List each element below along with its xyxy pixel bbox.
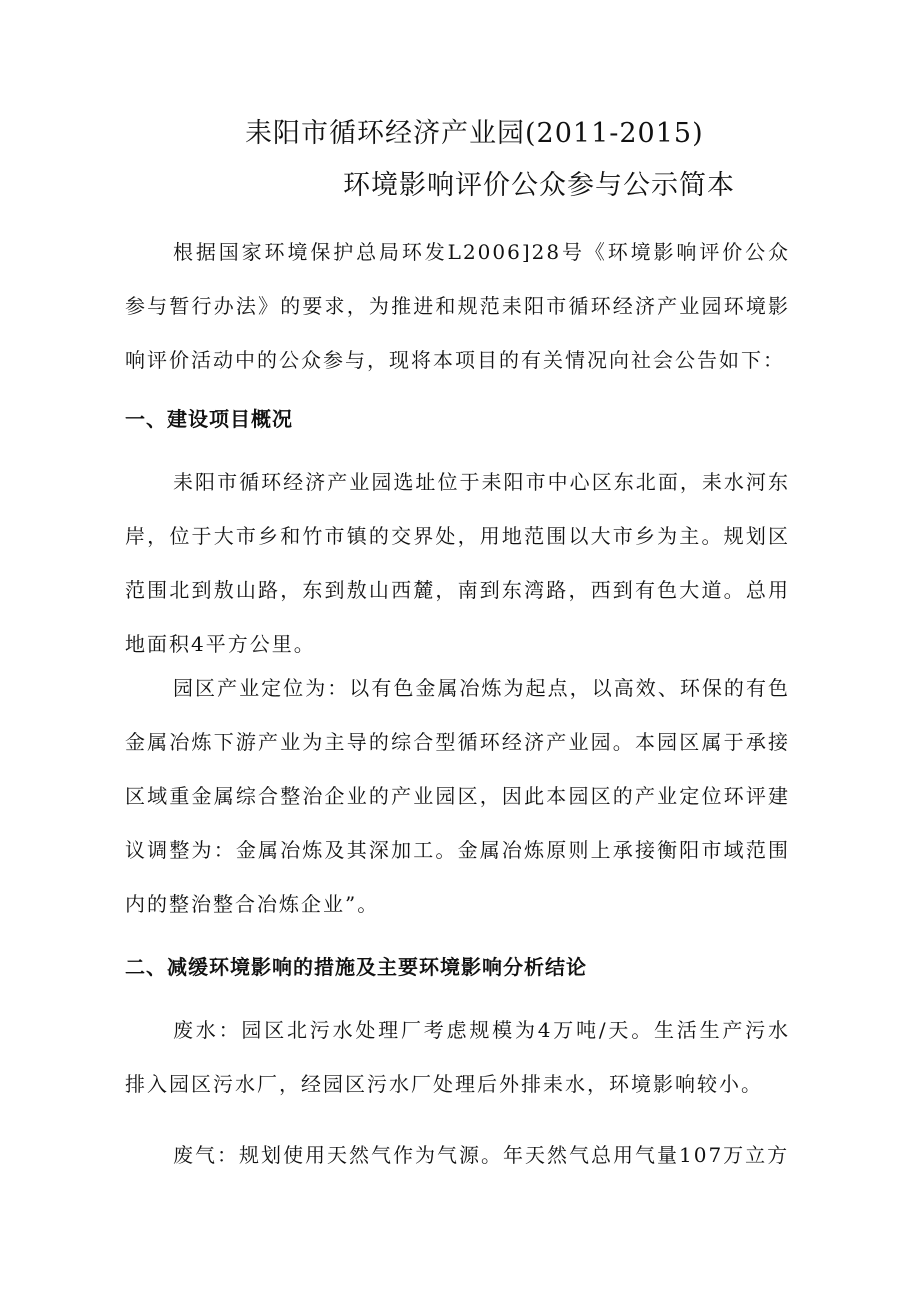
intro-paragraph: 根据国家环境保护总局环发L2006]28号《环境影响评价公众参与暂行办法》的要求，为推进和规范耒阳市循环经济产业园环境影响评价活动中的公众参与，现将本项目的有关情况向社会公告如下：	[125, 240, 790, 372]
exhaust-gas-paragraph: 废气：规划使用天然气作为气源。年天然气总用气量107万立方	[173, 1143, 790, 1167]
document-title-line-1: 耒阳市循环经济产业园(2011-2015)	[245, 118, 704, 149]
section-heading-mitigation-measures: 二、减缓环境影响的措施及主要环境影响分析结论	[125, 955, 587, 979]
document-title-line-2: 环境影响评价公众参与公示简本	[343, 170, 735, 201]
industry-positioning-paragraph: 园区产业定位为：以有色金属冶炼为起点，以高效、环保的有色金属冶炼下游产业为主导的综合型循环经济产业园。本园区属于承接区域重金属综合整治企业的产业园区，因此本园区的产业定位环评建议调整为：金属冶炼及其深加工。金属冶炼原则上承接衡阳市域范围内的整治整合冶炼企业”。	[125, 676, 790, 916]
section-heading-project-overview: 一、建设项目概况	[125, 407, 293, 431]
project-location-paragraph: 耒阳市循环经济产业园选址位于耒阳市中心区东北面，耒水河东岸，位于大市乡和竹市镇的交界处，用地范围以大市乡为主。规划区范围北到敖山路，东到敖山西麓，南到东湾路，西到有色大道。总用地面积4平方公里。	[125, 470, 790, 656]
wastewater-paragraph: 废水：园区北污水处理厂考虑规模为4万吨/天。生活生产污水排入园区污水厂，经园区污水厂处理后外排耒水，环境影响较小。	[125, 1018, 790, 1096]
